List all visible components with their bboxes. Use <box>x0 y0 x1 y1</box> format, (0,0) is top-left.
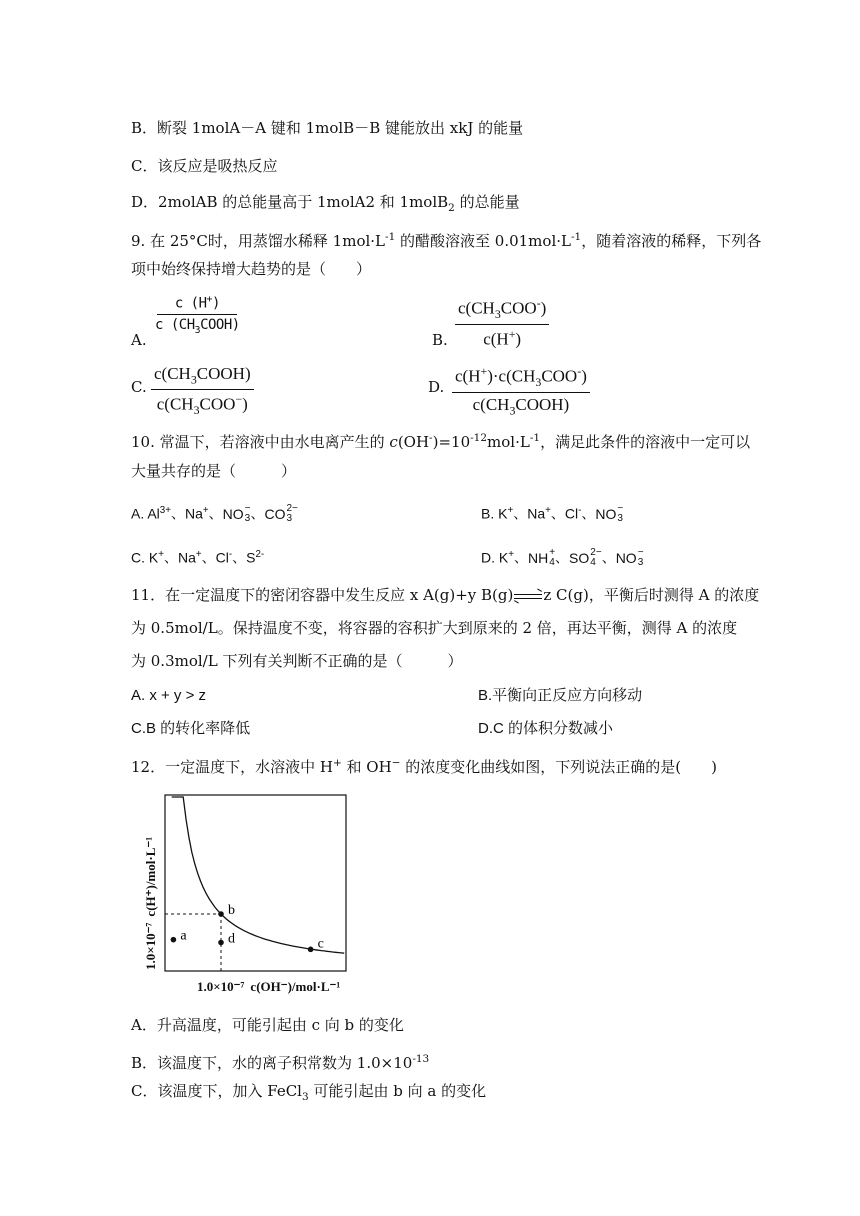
x-axis-label: 1.0×10⁻⁷ c(OH⁻)/mol·L⁻¹ <box>197 979 341 994</box>
q9-option-d-fraction: $c(H^+)\cdot c(CH_3COO^-)$ $c(CH_3COOH)$ <box>452 364 590 418</box>
q10-stem-line2: 大量共存的是（ ） <box>131 462 297 480</box>
q9-option-a-label: A. <box>131 331 147 349</box>
q11-stem-line2: 为 0.5mol/L。保持温度不变，将容器的容积扩大到原来的 2 倍，再达平衡，测得 A 的浓度 <box>131 619 738 637</box>
q11-option-a: A. x + y > z <box>131 687 207 704</box>
point-label-c: c <box>317 936 324 952</box>
q12-option-c: C．该温度下，加入 FeCl$_3$ 可能引起由 b 向 a 的变化 <box>131 1082 487 1103</box>
q9-option-d-label: D. <box>428 378 445 396</box>
q9-option-b-fraction: $c(CH_3COO^-)$ c(H+) <box>455 296 549 350</box>
q10-stem-line1: 10. 常温下，若溶液中由水电离产生的 $c(OH^-)=10^{-12}mol\cdot L^{-1}$，满足此条件的溶液中一定可以 <box>131 432 751 451</box>
q8-option-b: B．断裂 1molA－A 键和 1molB－B 键能放出 xkJ 的能量 <box>131 119 524 137</box>
q11-stem-line1: 11．在一定温度下的密闭容器中发生反应 x A(g)+y B(g) z C(g)，平衡后时测得 A 的浓度 <box>131 586 760 604</box>
equilibrium-arrow-icon <box>514 591 542 601</box>
q9-option-c-label: C. <box>131 378 147 396</box>
q9-option-c-fraction: $c(CH_3COOH)$ $c(CH_3COO^-)$ <box>151 364 254 418</box>
point-c <box>308 947 314 953</box>
point-label-d: d <box>228 931 235 947</box>
q9-stem-line2: 项中始终保持增大趋势的是（ ） <box>131 260 372 278</box>
point-d <box>218 940 224 946</box>
q12-option-a: A．升高温度，可能引起由 c 向 b 的变化 <box>131 1016 404 1034</box>
q11-option-c: C.B 的转化率降低 <box>131 720 251 737</box>
q10-option-b: B. K+、Na+、Cl-、NO − 3 <box>481 502 624 524</box>
q12-option-b: B．该温度下，水的离子积常数为 $1.0\times 10^{-13}$ <box>131 1053 430 1072</box>
point-label-b: b <box>228 903 235 918</box>
q11-option-d: D.C 的体积分数减小 <box>478 720 614 737</box>
q8-option-d: D．2molAB 的总能量高于 1molA2 和 1molB$_2$ 的总能量 <box>131 193 520 214</box>
q10-option-d: D. K+、NH + 4 、SO 2− 4 、NO − 3 <box>481 546 644 568</box>
point-b <box>218 911 224 917</box>
y-axis-label: 1.0×10⁻⁷c(H⁺)/mol·L⁻¹ <box>143 836 158 970</box>
q10-option-a: A. $Al^{3+}$、Na+、NO − 3 、CO 2− 3 <box>131 502 298 524</box>
water-ion-product-chart <box>135 785 375 1010</box>
q10-option-c: C. K+、Na+、Cl-、$S^{2-}$ <box>131 549 265 566</box>
q9-option-a-fraction: c (H+) c $(CH_3COOH)$ <box>155 294 240 336</box>
q9-option-b-label: B. <box>432 331 448 349</box>
q11-stem-line3: 为 0.3mol/L 下列有关判断不正确的是（ ） <box>131 652 463 670</box>
q8-option-c: C．该反应是吸热反应 <box>131 157 278 175</box>
point-label-a: a <box>180 928 187 944</box>
q12-stem: 12．一定温度下，水溶液中 H+ 和 OH− 的浓度变化曲线如图，下列说法正确的是( ) <box>131 757 717 776</box>
point-a <box>171 937 177 943</box>
q9-stem-line1: 9. 在 25°C时，用蒸馏水稀释 $1mol\cdot L^{-1}$ 的醋酸溶液至 $0.01mol\cdot L^{-1}$，随着溶液的稀释，下列各 <box>131 231 762 250</box>
chart-curve <box>172 797 345 953</box>
q11-option-b: B.平衡向正反应方向移动 <box>478 687 643 704</box>
